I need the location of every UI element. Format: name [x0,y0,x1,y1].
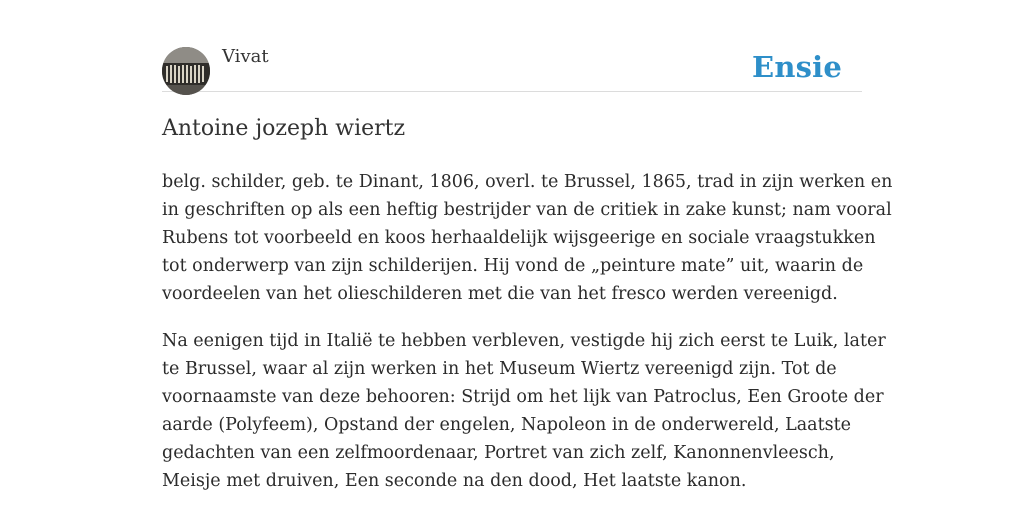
author-avatar[interactable] [162,47,210,95]
paragraph-line: Na eenigen tijd in Italië te hebben verbleven, vestigde hij zich eerst te Luik, later [162,331,886,351]
paragraph-line: in geschriften op als een heftig bestrijder van de critiek in zake kunst; nam vooral [162,200,892,220]
article-paragraph-2 [162,327,886,495]
paragraph-line: aarde (Polyfeem), Opstand der engelen, Napoleon in de onderwereld, Laatste [162,415,852,435]
paragraph-line: Meisje met druiven, Een seconde na den dood, Het laatste kanon. [162,471,747,491]
paragraph-line: Rubens tot voorbeeld en koos herhaaldelijk wijsgeerige en sociale vraagstukken [162,228,876,248]
article-paragraph-1 [162,168,893,308]
paragraph-line: tot onderwerp van zijn schilderijen. Hij vond de „peinture mate” uit, waarin de [162,256,864,276]
paragraph-line: gedachten van een zelfmoordenaar, Portret van zich zelf, Kanonnenvleesch, [162,443,835,463]
book-spines-avatar-icon [162,47,210,95]
article-title: Antoine jozeph wiertz [162,116,406,141]
paragraph-line: voordeelen van het olieschilderen met die van het fresco werden vereenigd. [162,284,838,304]
page-container [162,0,893,491]
paragraph-line: belg. schilder, geb. te Dinant, 1806, overl. te Brussel, 1865, trad in zijn werken en [162,172,893,192]
paragraph-line: te Brussel, waar al zijn werken in het Museum Wiertz vereenigd zijn. Tot de [162,359,837,379]
author-name[interactable]: Vivat [222,46,269,67]
page-header [162,0,862,92]
paragraph-line: voornaamste van deze behooren: Strijd om het lijk van Patroclus, Een Groote der [162,387,884,407]
brand-logo[interactable]: Ensie [752,50,842,84]
